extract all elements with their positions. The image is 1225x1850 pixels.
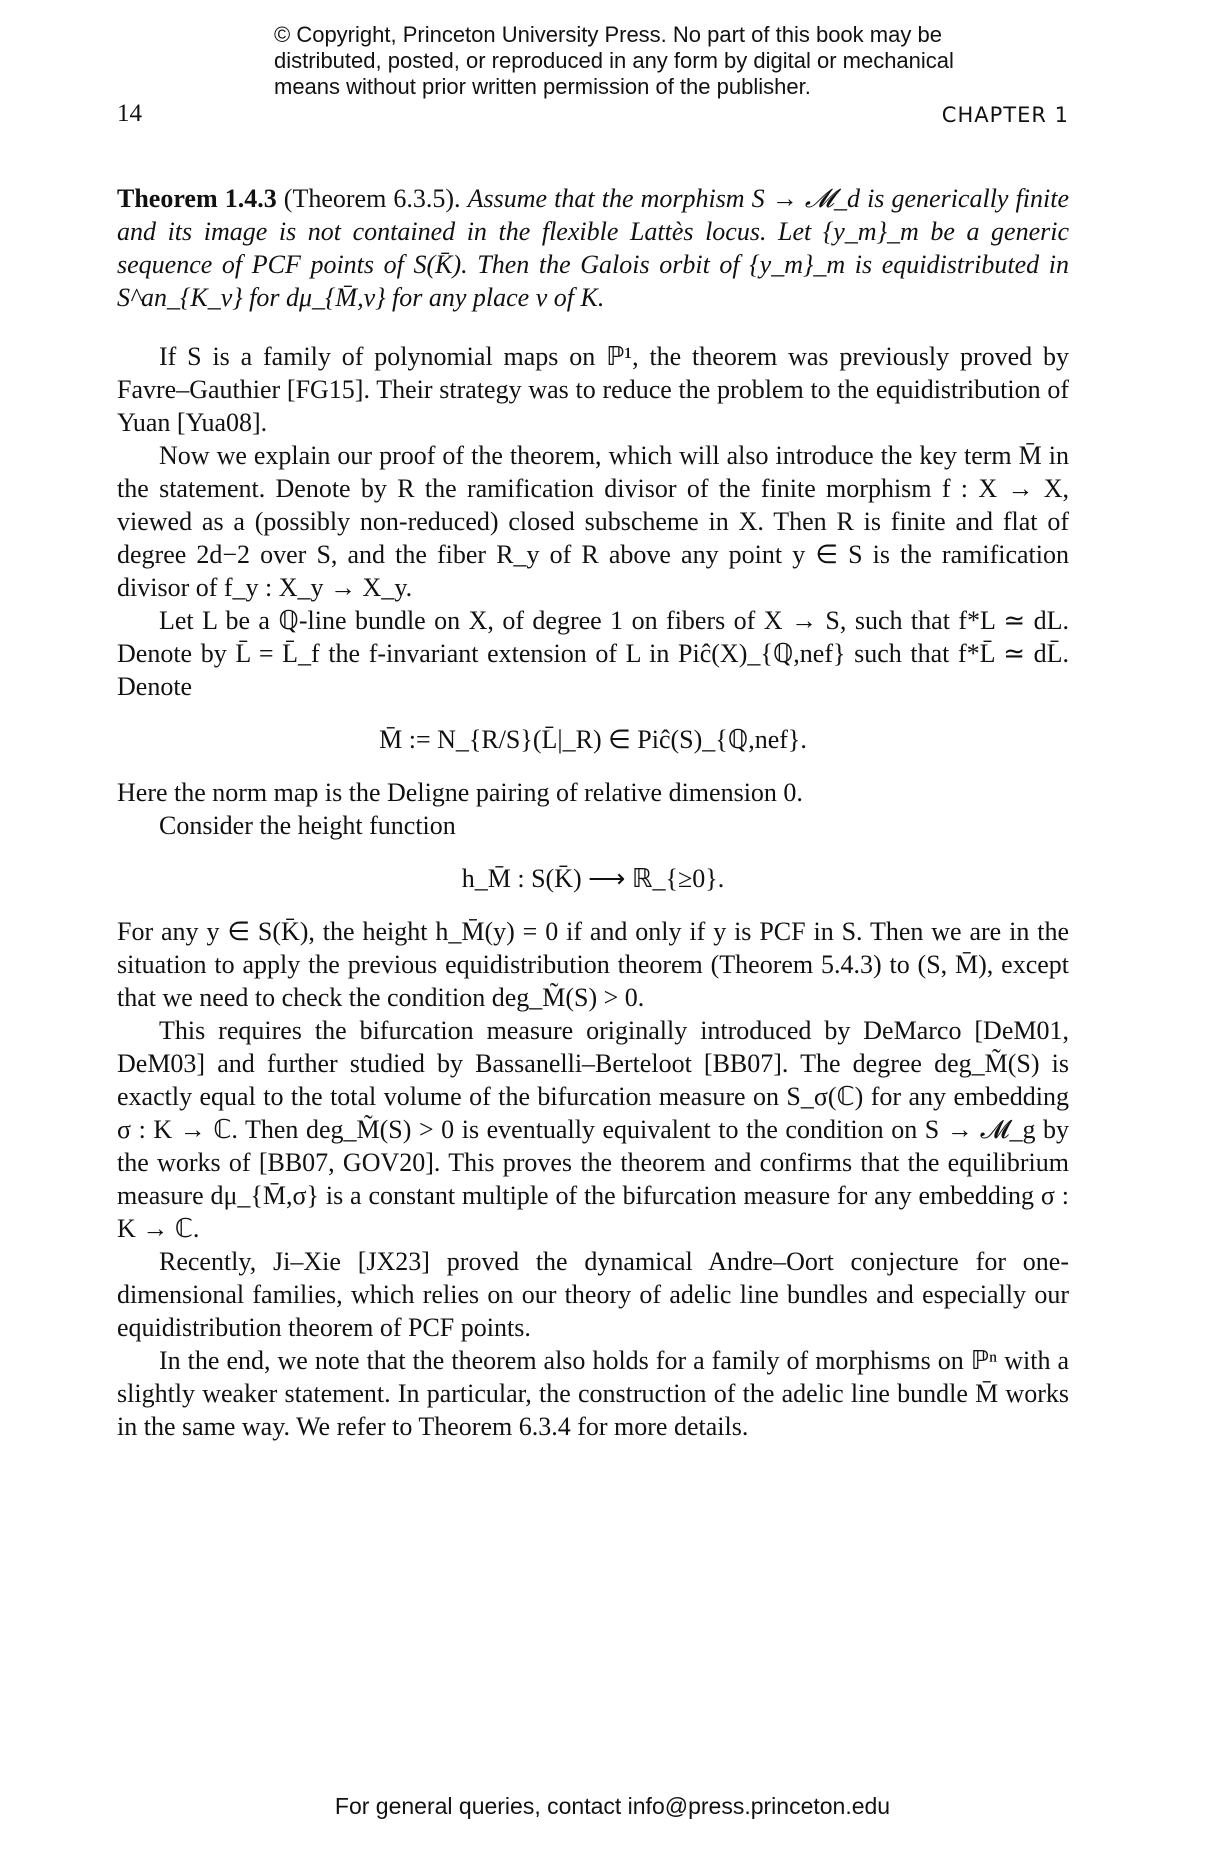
copyright-line: distributed, posted, or reproduced in any form by digital or mechanical: [274, 48, 954, 73]
display-equation: M̄ := N_{R/S}(L̄|_R) ∈ Piĉ(S)_{ℚ,nef}.: [379, 725, 807, 754]
page-body: [117, 182, 1069, 1443]
paragraph: Recently, Ji–Xie [JX23] proved the dynamical Andre–Oort conjecture for one-dimensional families, which relies on our theory of adelic line bundles and especially our equidistribution theorem of PCF points.: [117, 1247, 1069, 1342]
paragraph: In the end, we note that the theorem also holds for a family of morphisms on ℙⁿ with a slightly weaker statement. In particular, the construction of the adelic line bundle M̄ works in the same way. We refer to Theorem 6.3.4 for more details.: [117, 1346, 1069, 1441]
paragraph: Here the norm map is the Deligne pairing of relative dimension 0.: [117, 778, 803, 807]
theorem-block: [117, 182, 1069, 314]
paragraph: Now we explain our proof of the theorem, which will also introduce the key term M̄ in the statement. Denote by R the ramification divisor of the finite morphism f : X → X, viewed as a (possibly non-reduced) closed subscheme in X. Then R is finite and flat of degree 2d−2 over S, and the fiber R_y of R above any point y ∈ S is the ramification divisor of f_y : X_y → X_y.: [117, 441, 1069, 602]
copyright-line: © Copyright, Princeton University Press. No part of this book may be: [274, 22, 942, 47]
paragraph: Consider the height function: [159, 811, 456, 840]
copyright-notice: [274, 22, 994, 100]
display-equation: h_M̄ : S(K̄) ⟶ ℝ_{≥0}.: [461, 864, 725, 893]
theorem-statement: Assume that the morphism S → 𝓜_d is generically finite and its image is not contained in the flexible Lattès locus. Let {y_m}_m be a generic sequence of PCF points of S(K̄). Then the Galois orbit of {y_m}_m is equidistributed in S^an_{K_v} for dμ_{M̄,v} for any place v of K.: [117, 184, 1069, 312]
theorem-label: Theorem 1.4.3: [117, 184, 277, 213]
paragraph: This requires the bifurcation measure originally introduced by DeMarco [DeM01, DeM03] and further studied by Bassanelli–Berteloot [BB07]. The degree deg_M̃(S) is exactly equal to the total volume of the bifurcation measure on S_σ(ℂ) for any embedding σ : K → ℂ. Then deg_M̃(S) > 0 is eventually equivalent to the condition on S → 𝓜_g by the works of [BB07, GOV20]. This proves the theorem and confirms that the equilibrium measure dμ_{M̄,σ} is a constant multiple of the bifurcation measure for any embedding σ : K → ℂ.: [117, 1016, 1069, 1243]
paragraph: Let L be a ℚ-line bundle on X, of degree 1 on fibers of X → S, such that f*L ≃ dL. Denote by L̄ = L̄_f the f-invariant extension of L in Piĉ(X)_{ℚ,nef} such that f*L̄ ≃ dL̄. Denote: [117, 606, 1069, 701]
running-head-chapter: CHAPTER 1: [941, 103, 1069, 127]
paragraph: If S is a family of polynomial maps on ℙ¹, the theorem was previously proved by Favre–Gauthier [FG15]. Their strategy was to reduce the problem to the equidistribution of Yuan [Yua08].: [117, 342, 1069, 437]
paragraph: For any y ∈ S(K̄), the height h_M̄(y) = 0 if and only if y is PCF in S. Then we are in the situation to apply the previous equidistribution theorem (Theorem 5.4.3) to (S, M̄), except that we need to check the condition deg_M̃(S) > 0.: [117, 917, 1069, 1012]
copyright-line: means without prior written permission of the publisher.: [274, 74, 811, 99]
footer-contact: For general queries, contact info@press.princeton.edu: [334, 1793, 891, 1819]
theorem-reference: (Theorem 6.3.5).: [283, 184, 461, 213]
page-number: 14: [117, 100, 142, 127]
